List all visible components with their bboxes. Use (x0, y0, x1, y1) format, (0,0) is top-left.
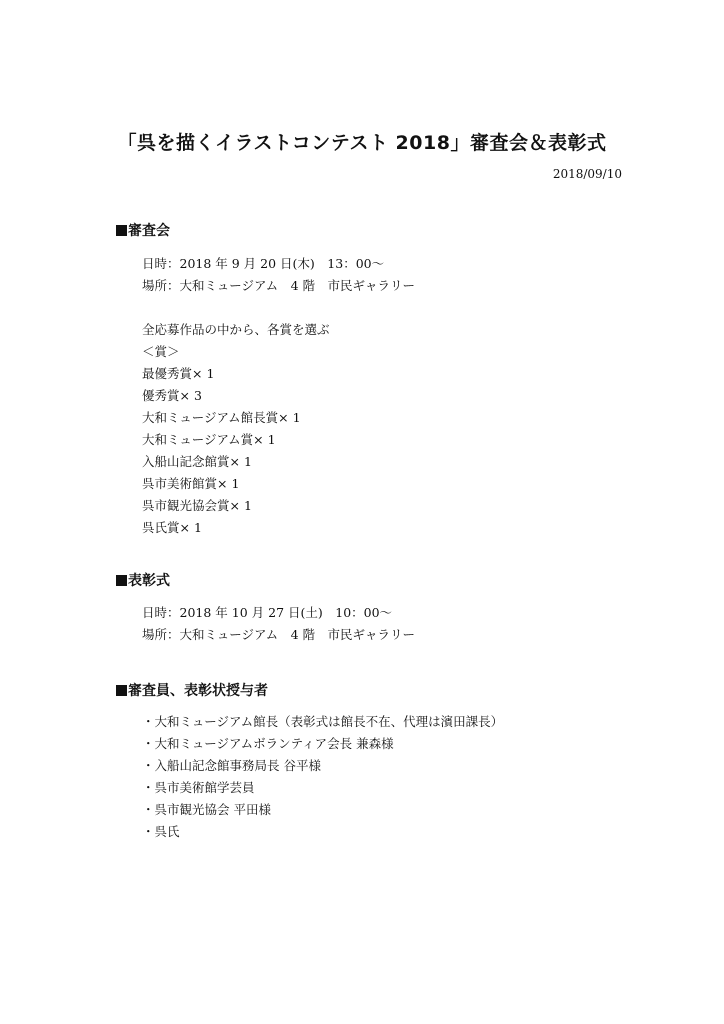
section-heading-judges (116, 680, 268, 700)
square-bullet-icon (116, 685, 127, 696)
square-bullet-icon (116, 225, 127, 236)
judging-intro: 全応募作品の中から、各賞を選ぶ (142, 322, 330, 337)
section-heading-text: 審査員、表彰状授与者 (128, 683, 268, 699)
spacer (142, 297, 415, 319)
award-item: 優秀賞× 3 (142, 388, 202, 403)
document-title: 「呉を描くイラストコンテスト 2018」審査会＆表彰式 (117, 132, 607, 154)
judging-place: 場所：大和ミュージアム 4 階 市民ギャラリー (142, 278, 416, 293)
awards-label: ＜賞＞ (142, 344, 180, 359)
section-heading-judging (116, 220, 170, 240)
ceremony-place: 場所：大和ミュージアム 4 階 市民ギャラリー (142, 627, 416, 642)
award-item: 入船山記念館賞× 1 (142, 454, 252, 469)
award-item: 呉市観光協会賞× 1 (142, 498, 252, 513)
award-item: 呉氏賞× 1 (142, 520, 202, 535)
ceremony-datetime: 日時：2018 年 10 月 27 日(土) 10：00～ (142, 605, 393, 620)
document-date: 2018/09/10 (552, 167, 622, 181)
award-item: 呉市美術館賞× 1 (142, 476, 240, 491)
judge-item: ・呉市観光協会 平田様 (142, 802, 271, 817)
ceremony-details (142, 602, 415, 646)
judge-item: ・呉市美術館学芸員 (142, 780, 255, 795)
judging-datetime: 日時：2018 年 9 月 20 日(木) 13：00～ (142, 256, 385, 271)
award-item: 大和ミュージアム館長賞× 1 (142, 410, 301, 425)
judge-item: ・大和ミュージアム館長（表彰式は館長不在、代理は濱田課長） (142, 714, 504, 729)
section-heading-ceremony (116, 570, 170, 590)
judge-item: ・呉氏 (142, 824, 180, 839)
judging-details (142, 253, 415, 539)
section-heading-text: 審査会 (128, 223, 170, 239)
award-item: 大和ミュージアム賞× 1 (142, 432, 276, 447)
award-item: 最優秀賞× 1 (142, 366, 215, 381)
judge-item: ・大和ミュージアムボランティア会長 兼森様 (142, 736, 394, 751)
square-bullet-icon (116, 575, 127, 586)
judges-list (142, 711, 503, 843)
judge-item: ・入船山記念館事務局長 谷平様 (142, 758, 321, 773)
section-heading-text: 表彰式 (128, 573, 170, 589)
